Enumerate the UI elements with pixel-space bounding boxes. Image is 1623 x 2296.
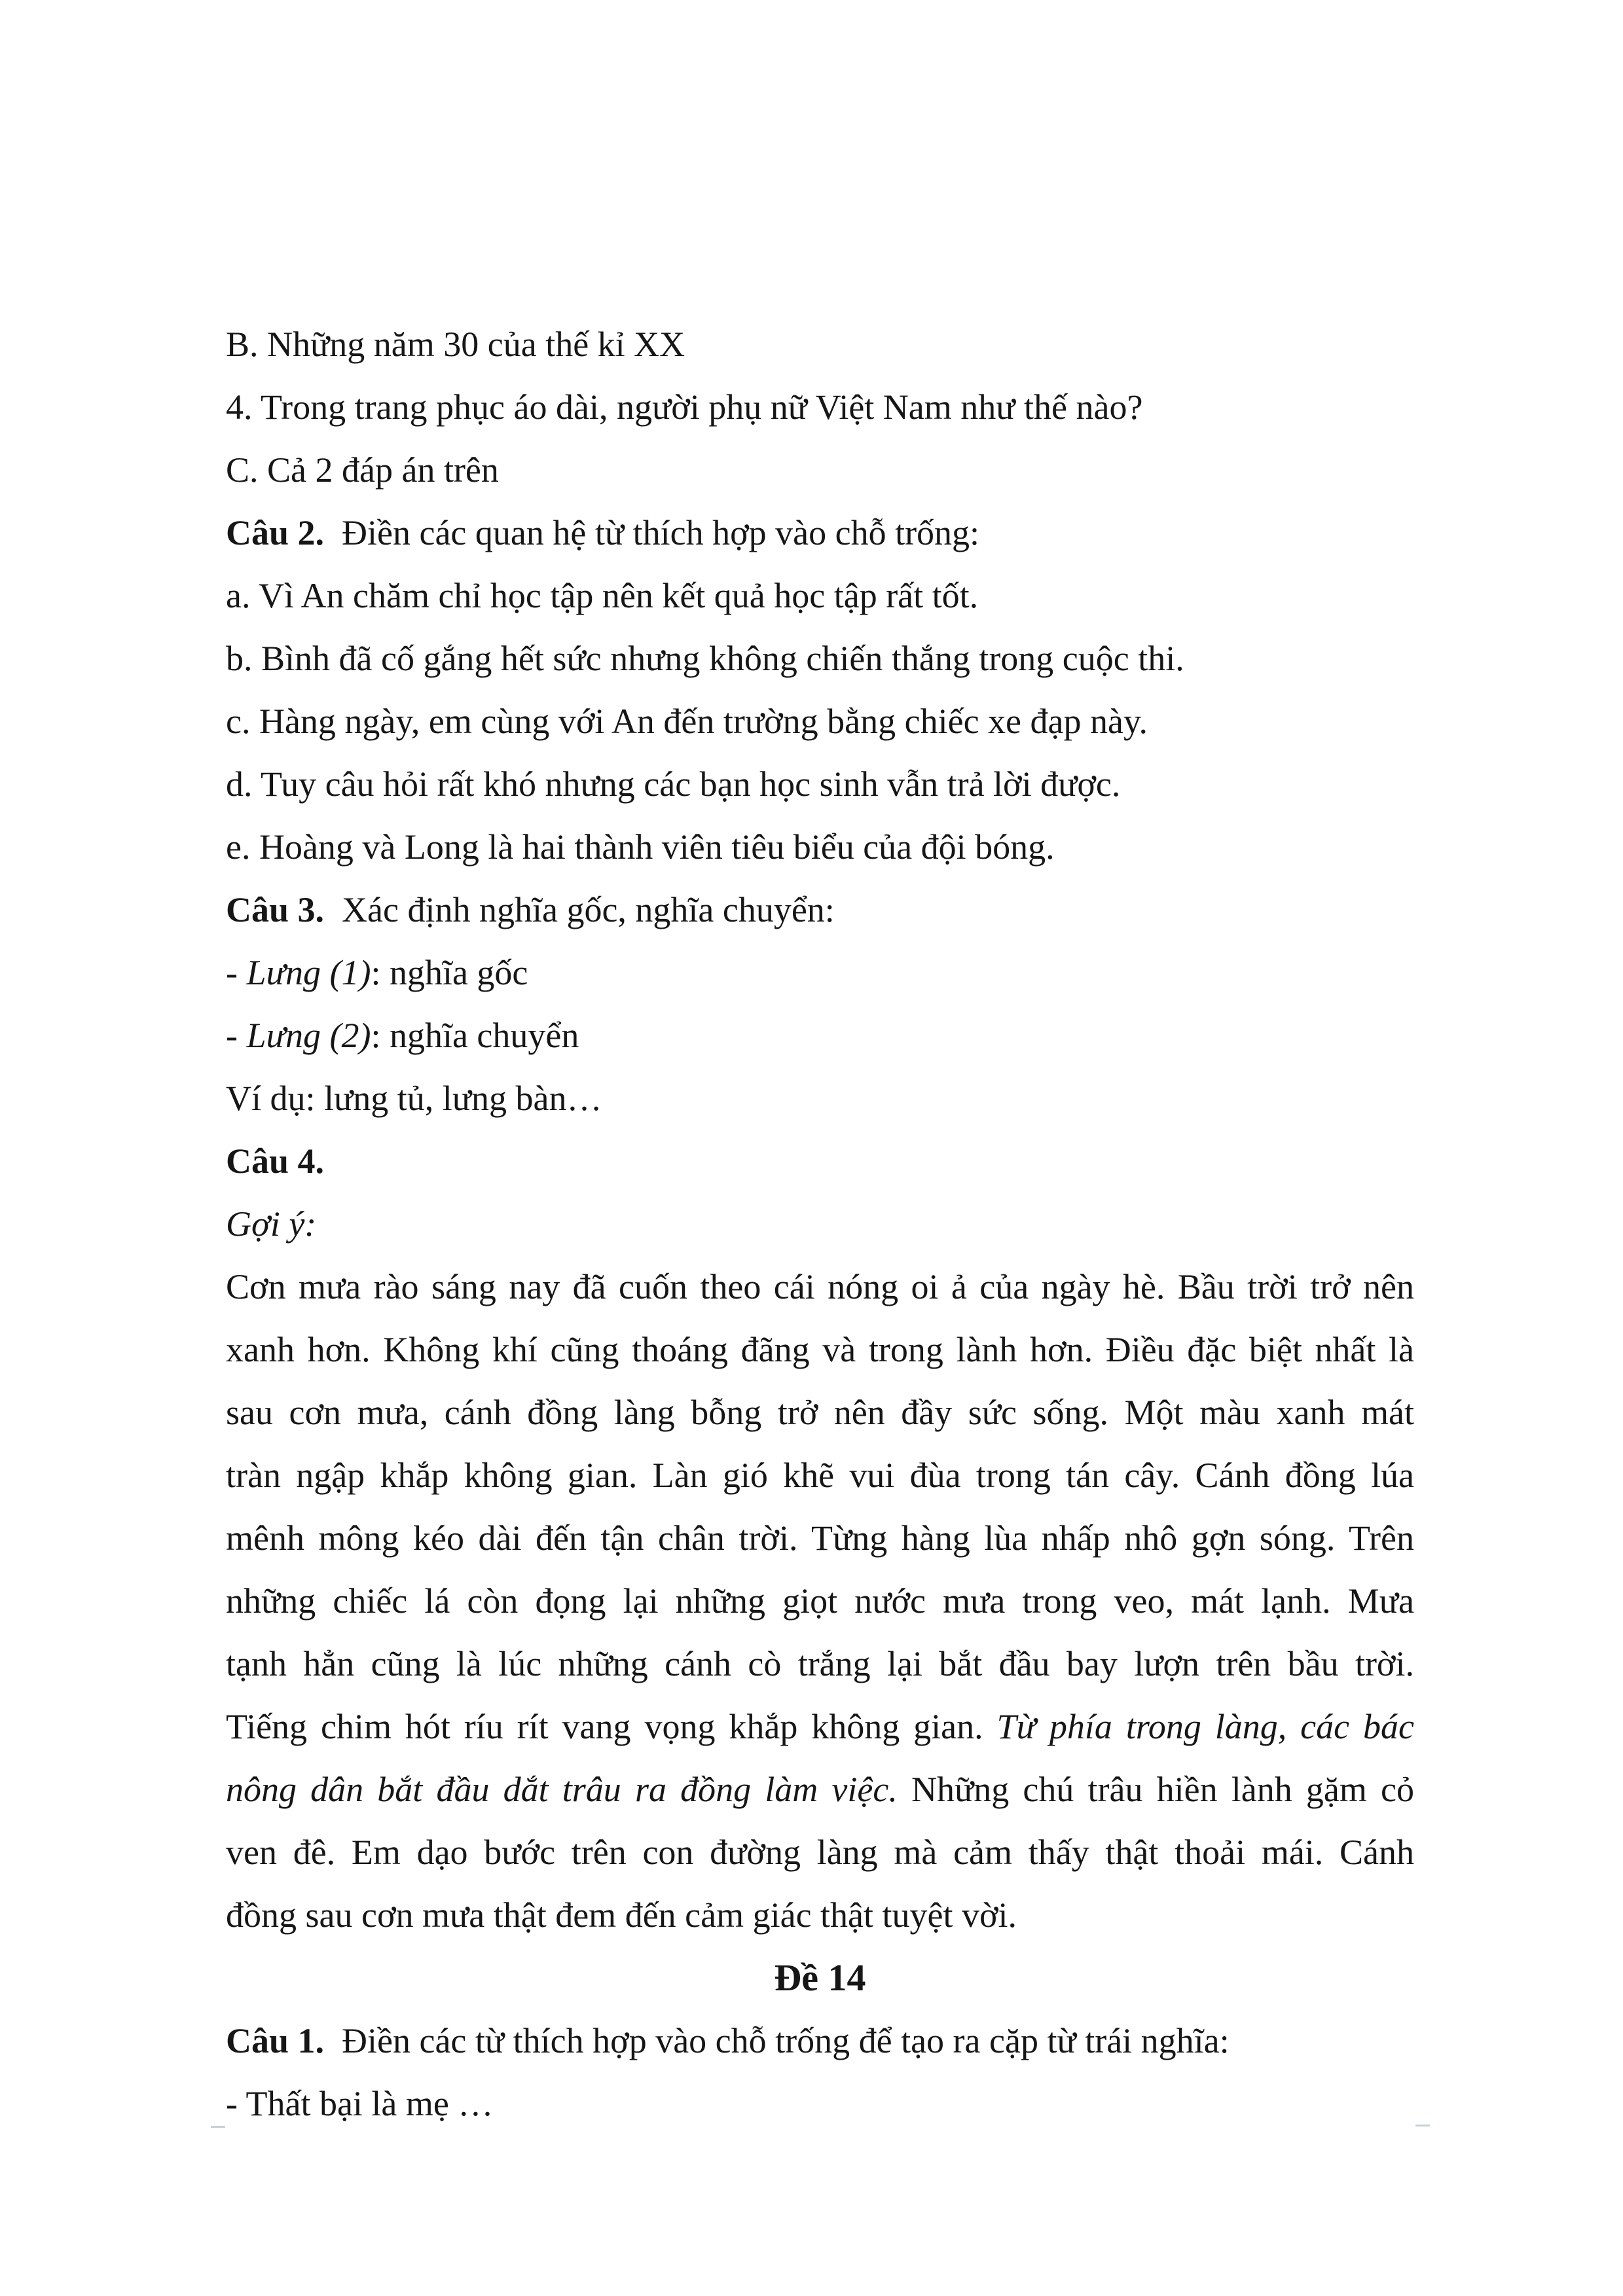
body-text: sau cơn mưa, cánh đồng làng bỗng trở nên đầy sức sống. Một màu xanh mát bbox=[226, 1393, 1414, 1432]
body-text: Điền các từ thích hợp vào chỗ trống để tạo ra cặp từ trái nghĩa: bbox=[324, 2021, 1230, 2060]
text-line bbox=[226, 1004, 1414, 1067]
text-line bbox=[226, 2072, 1414, 2135]
text-line bbox=[226, 1758, 1414, 1821]
text-line bbox=[226, 627, 1414, 690]
italic-text: Lưng (1) bbox=[246, 953, 371, 992]
text-line bbox=[226, 816, 1414, 878]
body-text: Những chú trâu hiền lành gặm cỏ bbox=[897, 1770, 1414, 1809]
bold-text: Câu 2. bbox=[226, 513, 325, 552]
text-line bbox=[226, 2009, 1414, 2072]
body-text: mênh mông kéo dài đến tận chân trời. Từng hàng lùa nhấp nhô gợn sóng. Trên bbox=[226, 1518, 1414, 1558]
body-text: e. Hoàng và Long là hai thành viên tiêu biểu của đội bóng. bbox=[226, 827, 1055, 867]
text-line bbox=[226, 1821, 1414, 1884]
body-text: tràn ngập khắp không gian. Làn gió khẽ vui đùa trong tán cây. Cánh đồng lúa bbox=[226, 1456, 1414, 1495]
text-line bbox=[226, 501, 1414, 564]
italic-text: Gợi ý: bbox=[226, 1204, 317, 1244]
body-text: Ví dụ: lưng tủ, lưng bàn… bbox=[226, 1079, 602, 1118]
body-text: đồng sau cơn mưa thật đem đến cảm giác thật tuyệt vời. bbox=[226, 1895, 1017, 1935]
body-text: xanh hơn. Không khí cũng thoáng đãng và trong lành hơn. Điều đặc biệt nhất là bbox=[226, 1330, 1414, 1369]
scan-artifact-left bbox=[211, 2126, 225, 2128]
body-text: B. Những năm 30 của thế kỉ XX bbox=[226, 325, 685, 364]
bold-text: Câu 1. bbox=[226, 2021, 325, 2060]
text-line bbox=[226, 1632, 1414, 1695]
body-text: ven đê. Em dạo bước trên con đường làng mà cảm thấy thật thoải mái. Cánh bbox=[226, 1833, 1414, 1872]
body-text: Cơn mưa rào sáng nay đã cuốn theo cái nóng oi ả của ngày hè. Bầu trời trở nên bbox=[226, 1267, 1414, 1306]
text-line bbox=[226, 1507, 1414, 1570]
italic-text: Từ phía trong làng, các bác bbox=[996, 1707, 1414, 1746]
text-line bbox=[226, 1067, 1414, 1130]
text-line bbox=[226, 1695, 1414, 1758]
body-text: 4. Trong trang phục áo dài, người phụ nữ Việt Nam như thế nào? bbox=[226, 387, 1143, 427]
body-text: b. Bình đã cố gắng hết sức nhưng không chiến thắng trong cuộc thi. bbox=[226, 639, 1184, 678]
text-line bbox=[226, 878, 1414, 941]
text-line bbox=[226, 439, 1414, 501]
body-text: - bbox=[226, 1016, 247, 1055]
text-line bbox=[226, 1318, 1414, 1381]
text-line bbox=[226, 564, 1414, 627]
body-text: C. Cả 2 đáp án trên bbox=[226, 450, 499, 490]
body-text: Tiếng chim hót ríu rít vang vọng khắp không gian. bbox=[226, 1707, 997, 1746]
italic-text: nông dân bắt đầu dắt trâu ra đồng làm việc. bbox=[226, 1770, 898, 1809]
text-line bbox=[226, 1381, 1414, 1444]
text-line bbox=[226, 1193, 1414, 1255]
body-text: d. Tuy câu hỏi rất khó nhưng các bạn học sinh vẫn trả lời được. bbox=[226, 764, 1121, 804]
body-text: tạnh hẳn cũng là lúc những cánh cò trắng lại bắt đầu bay lượn trên bầu trời. bbox=[226, 1644, 1414, 1683]
body-text: : nghĩa gốc bbox=[371, 953, 528, 992]
body-text: Điền các quan hệ từ thích hợp vào chỗ trống: bbox=[324, 513, 980, 552]
text-line bbox=[226, 1130, 1414, 1193]
text-line bbox=[226, 753, 1414, 816]
text-line bbox=[226, 376, 1414, 439]
bold-text: Câu 4. bbox=[226, 1141, 325, 1181]
text-line bbox=[226, 1444, 1414, 1507]
body-text: - bbox=[226, 953, 247, 992]
body-text: Xác định nghĩa gốc, nghĩa chuyển: bbox=[324, 890, 835, 929]
text-line bbox=[226, 1570, 1414, 1632]
bold-text: Đề 14 bbox=[774, 1956, 866, 1999]
italic-text: Lưng (2) bbox=[246, 1016, 371, 1055]
body-text: - Thất bại là mẹ … bbox=[226, 2084, 494, 2123]
document-text bbox=[226, 313, 1414, 2135]
scan-artifact-right bbox=[1415, 2125, 1430, 2126]
text-line bbox=[226, 1884, 1414, 1946]
body-text: : nghĩa chuyển bbox=[371, 1016, 579, 1055]
bold-text: Câu 3. bbox=[226, 890, 325, 929]
body-text: những chiếc lá còn đọng lại những giọt nước mưa trong veo, mát lạnh. Mưa bbox=[226, 1581, 1414, 1621]
text-line bbox=[226, 1946, 1414, 2009]
body-text: c. Hàng ngày, em cùng với An đến trường bằng chiếc xe đạp này. bbox=[226, 702, 1148, 741]
text-line bbox=[226, 313, 1414, 376]
text-line bbox=[226, 690, 1414, 753]
text-line bbox=[226, 941, 1414, 1004]
text-line bbox=[226, 1255, 1414, 1318]
body-text: a. Vì An chăm chỉ học tập nên kết quả học tập rất tốt. bbox=[226, 576, 979, 615]
